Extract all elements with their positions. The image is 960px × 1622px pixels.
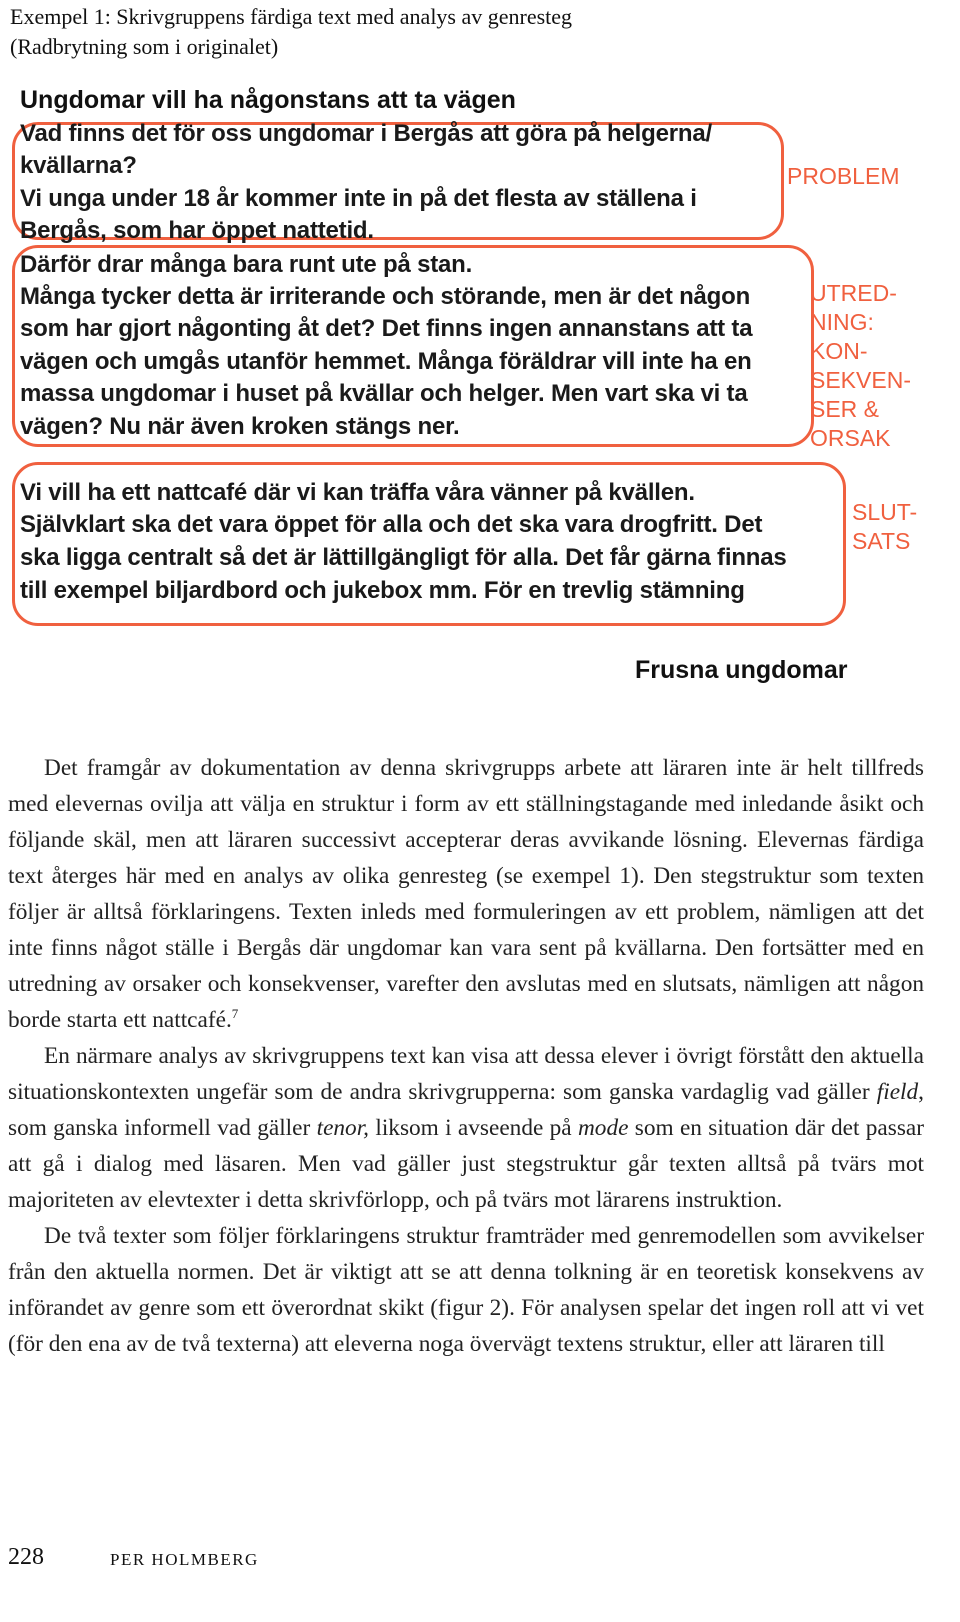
page-number: 228: [8, 1544, 44, 1570]
example-line: massa ungdomar i huset på kvällar och helger. Men vart ska vi ta: [20, 380, 748, 407]
footnote-ref: 7: [231, 1006, 239, 1022]
example-signature: Frusna ungdomar: [635, 656, 848, 684]
caption-line-1: Exempel 1: Skrivgruppens färdiga text med analys av genresteg: [10, 4, 573, 29]
label-problem: PROBLEM: [787, 163, 900, 189]
example-line: Självklart ska det vara öppet för alla och det ska vara drogfritt. Det: [20, 511, 763, 538]
example-line: som har gjort någonting åt det? Det finns ingen annanstans att ta: [20, 315, 753, 342]
example-title: Ungdomar vill ha någonstans att ta vägen: [20, 86, 516, 114]
example-line: vägen och umgås utanför hemmet. Många föräldrar vill inte ha en: [20, 348, 752, 375]
label-slutsats: SLUT- SATS: [852, 499, 918, 554]
example-line: till exempel biljardbord och jukebox mm. För en trevlig stämning: [20, 577, 745, 604]
example-line: vägen? Nu när även kroken stängs ner.: [20, 413, 460, 440]
example-line: Många tycker detta är irriterande och störande, men är det någon: [20, 283, 751, 310]
example-line: Vi unga under 18 år kommer inte in på det flesta av ställena i: [20, 185, 697, 212]
caption-line-2: (Radbrytning som i originalet): [10, 34, 279, 59]
running-footer-author: PER HOLMBERG: [110, 1550, 259, 1569]
body-text: [8, 750, 924, 1362]
label-utredning: UTRED- NING: KON- SEKVEN- SER & ORSAK: [810, 280, 911, 451]
figure-caption: [10, 2, 572, 62]
paragraph-1: Det framgår av dokumentation av denna skrivgrupps arbete att läraren inte är helt tillfreds med elevernas ovilja att välja en struktur i form av ett ställningstagande med inledande åsikt och följande skäl, men att läraren successivt accepterar deras avvikande lösning. Elevernas färdiga text återges här med en analys av olika genresteg (se exempel 1). Den stegstruktur som texten följer är alltså förklaringens. Texten inleds med formuleringen av ett problem, nämligen att det inte finns något ställe i Bergås där ungdomar kan vara sent på kvällarna. Den fortsätter med en utredning av orsaker och konsekvenser, varefter den avslutas med en slutsats, nämligen att någon borde starta ett nattcafé.$^7$: [8, 755, 924, 1033]
example-line: Därför drar många bara runt ute på stan.: [20, 251, 473, 278]
example-line: Vad finns det för oss ungdomar i Bergås att göra på helgerna/: [20, 120, 712, 147]
example-line: kvällarna?: [20, 152, 137, 179]
example-line: Vi vill ha ett nattcafé där vi kan träffa våra vänner på kvällen.: [20, 479, 695, 506]
example-line: Bergås, som har öppet nattetid.: [20, 217, 374, 244]
paragraph-2: En närmare analys av skrivgruppens text kan visa att dessa elever i övrigt förstått den aktuella situationskontexten ungefär som de andra skrivgrupperna: som ganska vardaglig vad gäller field, som ganska informell vad gäller tenor, liksom i avseende på mode som en situation där det passar att gå i dialog med läsaren. Men vad gäller just stegstruktur går texten alltså på tvärs mot majoriteten av elevtexter i detta skrivförlopp, och på tvärs mot lärarens instruktion.: [8, 1043, 924, 1213]
example-line: ska ligga centralt så det är lättillgängligt för alla. Det får gärna finnas: [20, 544, 787, 571]
paragraph-3: De två texter som följer förklaringens struktur framträder med genremodellen som avvikelser från den aktuella normen. Det är viktigt att se att denna tolkning är en teoretisk konsekvens av införandet av genre som ett överordnat skikt (figur 2). För analysen spelar det ingen roll att vi vet (för den ena av de två texterna) att eleverna noga övervägt textens struktur, eller att läraren till: [8, 1223, 924, 1357]
